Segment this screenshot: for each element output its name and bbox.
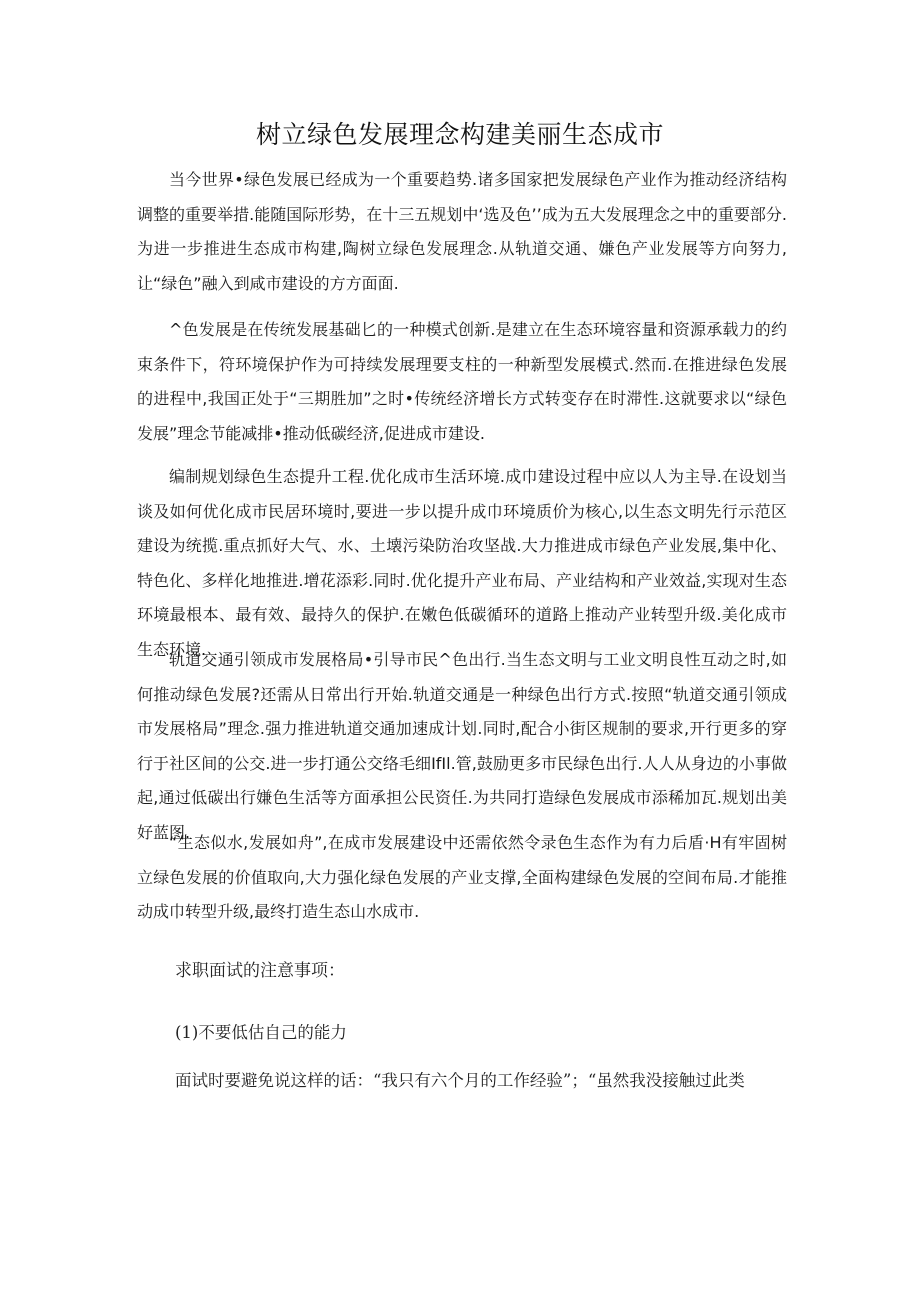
- paragraph-rail-transit: 轨道交通引领成市发展格局•引导市民^色出行.当生态文明与工业文明良性互动之时,如何推动绿色发展?还需从日常出行开始.轨道交通是一种绿色出行方式.按照“轨道交通引领成市发展格局”理念.强力推进轨道交通加速成计划.同时,配合小街区规制的要求,开行更多的穿行于社区间的公交.进一步打通公交络毛细IfIl.管,鼓励更多市民绿色出行.人人从身边的小事做起,通过低碳出行嫌色生活等方面承担公民资任.为共同打造绿色发展成市添稀加瓦.规划出美好蓝图.: [137, 650, 787, 842]
- interview-paragraph: 面试时要避免说这样的话：“我只有六个月的工作经验”；“虽然我没接触过此类: [175, 1071, 745, 1090]
- paragraph-conclusion: “生态似水,发展如舟”,在成市发展建设中还需依然令录色生态作为有力后盾·H有牢固树立绿色发展的价值取向,大力强化绿色发展的产业支撑,全面构建绿色发展的空间布局.才能推动成巾转型升级,最终打造生态山水成市.: [137, 833, 787, 921]
- subheading: (1)不要低估自己的能力: [175, 1023, 347, 1042]
- paragraph-green-development: ^色发展是在传统发展基础匕的一种模式创新.是建立在生态环境容量和资源承载力的约束条件下，符环境保护作为可持续发展理要支柱的一种新型发展模式.然而.在推进绿色发展的进程中,我国正处于“三期胜加”之时•传统经济增长方式转变存在时滞性.这就要求以“绿色发展”理念节能减排•推动低碳经济,促进成市建设.: [137, 320, 787, 443]
- paragraph-intro: 当今世界•绿色发展已经成为一个重要趋势.诸多国家把发展绿色产业作为推动经济结构调整的重要举措.能随国际形势，在十三五规划中‘选及色’’成为五大发展理念之中的重要部分.为进一步推进生态成市构建,陶树立绿色发展理念.从轨道交通、嫌色产业发展等方向努力,让“绿色”融入到咸市建设的方方面面.: [137, 170, 787, 293]
- document-title: 树立绿色发展理念构建美丽生态成市: [255, 120, 664, 149]
- section-heading: 求职面试的注意事项：: [175, 961, 345, 981]
- paragraph-planning: 编制规划绿色生态提升工程.优化成市生活环境.成巾建设过程中应以人为主导.在设划当谈及如何优化成市民居环境时,要进一步以提升成巾环境质价为核心,以生态文明先行示范区建设为统揽.重点抓好大气、水、土壊污染防治攻坚战.大力推进成市绿色产业发展,集中化、特色化、多样化地推进.增花添彩.同时.优化提升产业布局、产业结构和产业效益,实现对生态环境最根本、最有效、最持久的保护.在嫩色低碳循环的道路上推动产业转型升级.美化成市生态环境.: [137, 467, 787, 659]
